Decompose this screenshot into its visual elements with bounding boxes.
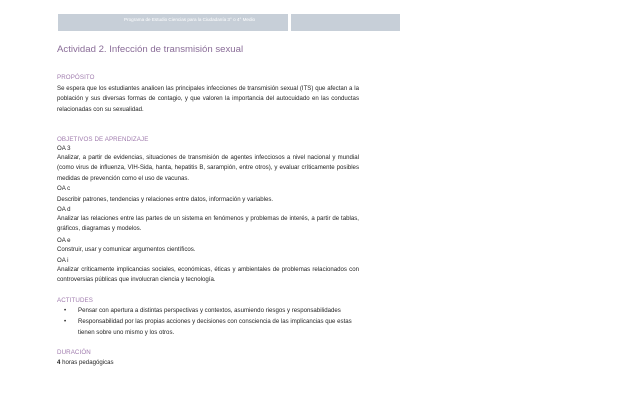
- program-band: [58, 14, 288, 31]
- list-item: [64, 306, 364, 316]
- page-header: [0, 14, 637, 31]
- duracion-heading: DURACIÓN: [57, 349, 91, 356]
- duracion-value: [57, 359, 114, 366]
- oa-text: Analizar, a partir de evidencias, situaciones de transmisión de agentes infecciosos a nivel nacional y mundial (como virus de influenza, VIH-Sida, hanta, hepatitis B, sarampión, entre otros), y evaluar críticamente posibles medidas de prevención como el uso de vacunas.: [57, 154, 359, 182]
- module-line-2: Unidad 2: [587, 21, 605, 26]
- program-name: Programa de Estudio Ciencias para la Ciudadanía 3° o 4° Medio: [124, 17, 256, 22]
- activity-title: Actividad 2. Infección de transmisión sexual: [57, 44, 244, 55]
- duracion-amount: 4: [57, 359, 61, 366]
- module-band: [291, 14, 637, 31]
- proposito-heading: PROPÓSITO: [57, 74, 95, 81]
- actitud-text: Responsabilidad por las propias acciones y decisiones con consciencia de las implicancias que estas tienen sobre uno mismo y los otros.: [78, 318, 352, 336]
- oa-text: Analizar las relaciones entre las partes de un sistema en fenómenos y problemas de interés, a partir de tablas, gráficos, diagramas y modelos.: [57, 215, 359, 233]
- oa-text: Describir patrones, tendencias y relaciones entre datos, información y variables.: [57, 196, 274, 203]
- bullet-icon: •: [64, 318, 67, 326]
- module-line-1: Módulo Bienestar y Salud: [587, 15, 637, 20]
- duracion-unit: horas pedagógicas: [62, 359, 114, 366]
- oa-text: Analizar críticamente implicancias sociales, económicas, éticas y ambientales de problemas relacionados con controversias públicas que involucran ciencia y tecnología.: [57, 266, 359, 284]
- oa-code: OA d: [57, 206, 71, 213]
- oa-code: OA 3: [57, 145, 71, 152]
- actitud-text: Pensar con apertura a distintas perspectivas y contextos, asumiendo riesgos y responsabilidades: [78, 307, 341, 314]
- actitudes-heading: ACTITUDES: [57, 297, 93, 304]
- list-item: [64, 317, 364, 338]
- proposito-text: Se espera que los estudiantes analicen las principales infecciones de transmisión sexual (ITS) que afectan a la población y sus diversas formas de contagio, y que valoren la importancia del autocuidado en las conductas relacionadas con su sexualidad.: [57, 85, 359, 113]
- module-name: [587, 15, 637, 27]
- bullet-icon: •: [64, 307, 67, 314]
- actitudes-list: [64, 306, 364, 339]
- oa-code: OA e: [57, 237, 71, 244]
- oa-code: OA i: [57, 257, 69, 264]
- oa-text: Construir, usar y comunicar argumentos científicos.: [57, 246, 196, 253]
- oa-code: OA c: [57, 185, 71, 192]
- objetivos-heading: OBJETIVOS DE APRENDIZAJE: [57, 136, 149, 143]
